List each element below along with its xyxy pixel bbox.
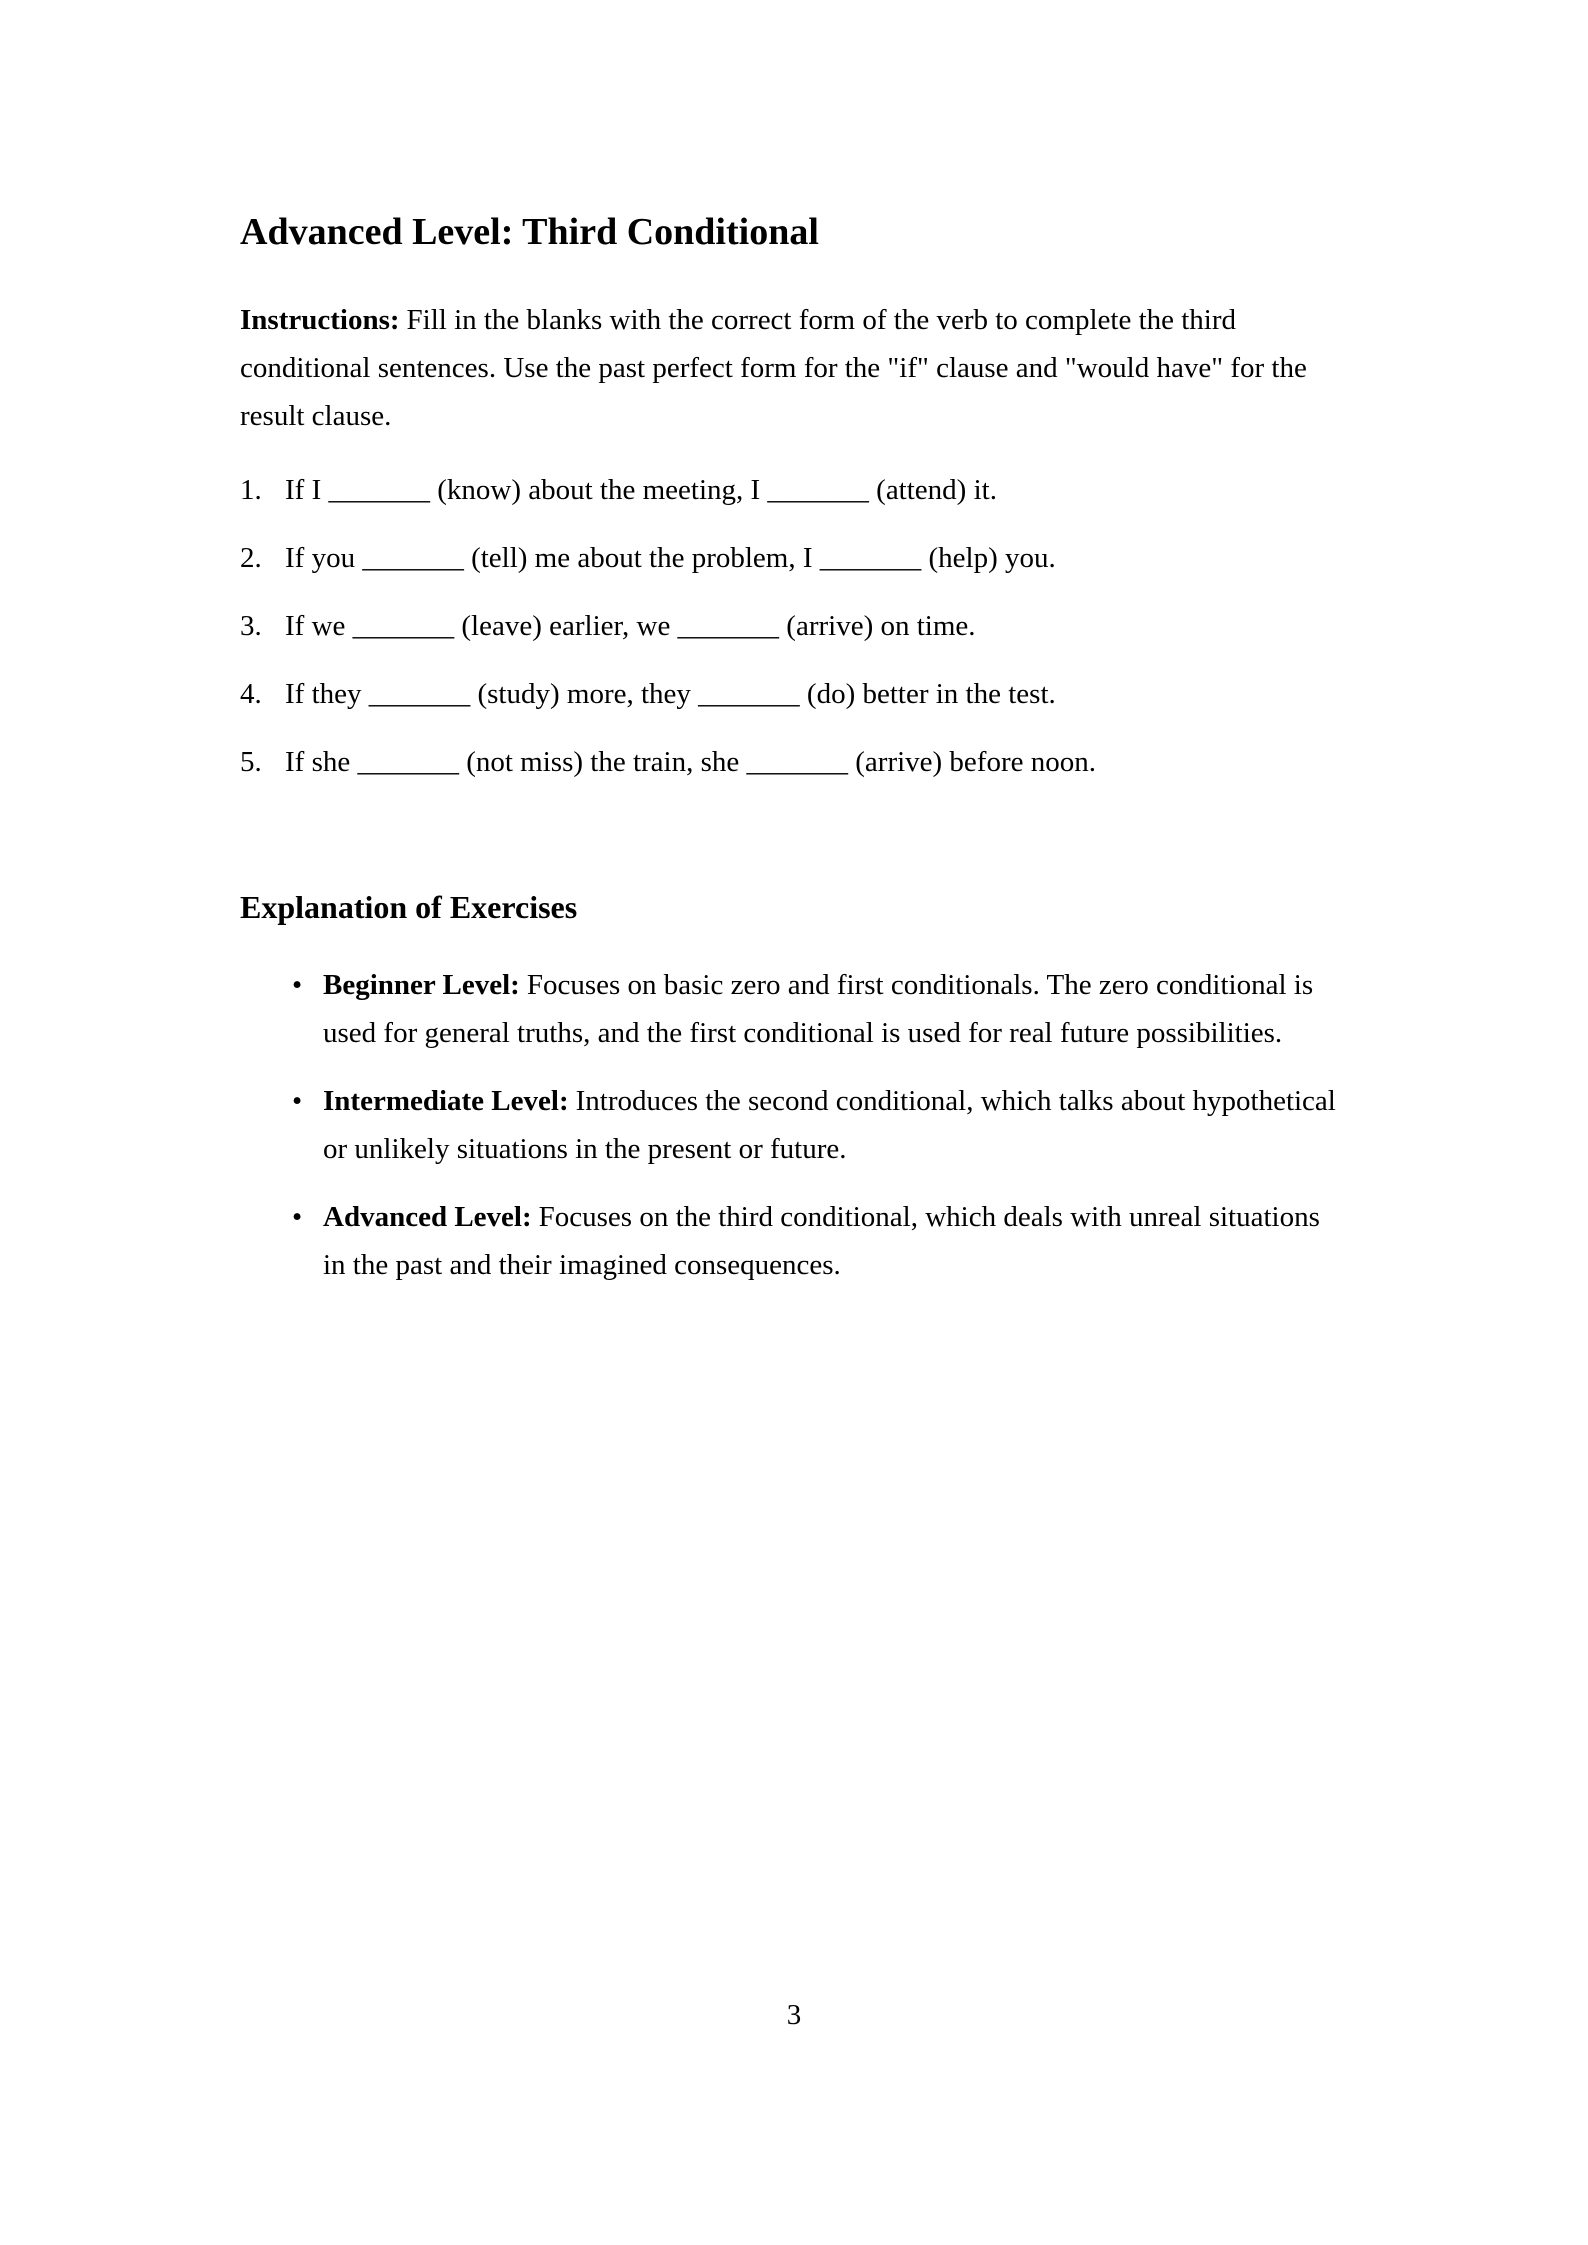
exercise-number: 3.	[240, 610, 262, 642]
bullet-icon: •	[292, 1085, 303, 1117]
exercise-sentence: If they _______ (study) more, they _______ (do) better in the test.	[285, 678, 1056, 710]
exercise-sentence: If I _______ (know) about the meeting, I _______ (attend) it.	[285, 474, 997, 506]
explanation-label: Advanced Level:	[323, 1201, 532, 1233]
explanation-text	[323, 961, 1340, 1057]
exercise-number: 1.	[240, 474, 262, 506]
page-title: Advanced Level: Third Conditional	[240, 211, 819, 253]
exercise-number: 2.	[240, 542, 262, 574]
explanation-body: Focuses on basic zero and first conditionals. The zero conditional is used for general truths, and the first conditional is used for real future possibilities.	[323, 969, 1314, 1049]
explanation-text	[323, 1077, 1340, 1173]
explanation-body: Focuses on the third conditional, which deals with unreal situations in the past and their imagined consequences.	[323, 1201, 1320, 1281]
instructions-text: Fill in the blanks with the correct form of the verb to complete the third conditional sentences. Use the past perfect form for the "if" clause and "would have" for the result clause.	[240, 304, 1307, 432]
bullet-icon: •	[292, 969, 303, 1001]
document-content	[240, 0, 1340, 1309]
exercise-item-3	[240, 602, 1340, 650]
exercise-list	[240, 466, 1340, 786]
explanation-label: Beginner Level:	[323, 969, 520, 1001]
exercise-number: 5.	[240, 746, 262, 778]
exercise-item-1	[240, 466, 1340, 514]
exercise-item-5	[240, 738, 1340, 786]
exercise-number: 4.	[240, 678, 262, 710]
exercise-sentence: If you _______ (tell) me about the problem, I _______ (help) you.	[285, 542, 1056, 574]
instructions-label: Instructions:	[240, 304, 400, 336]
exercise-sentence: If we _______ (leave) earlier, we _______ (arrive) on time.	[285, 610, 976, 642]
exercise-item-2	[240, 534, 1340, 582]
explanation-list	[240, 961, 1340, 1289]
explanation-heading: Explanation of Exercises	[240, 889, 578, 925]
explanation-body: Introduces the second conditional, which talks about hypothetical or unlikely situations in the present or future.	[323, 1085, 1336, 1165]
explanation-item-intermediate	[240, 1077, 1340, 1173]
exercise-item-4	[240, 670, 1340, 718]
explanation-item-advanced	[240, 1193, 1340, 1289]
explanation-label: Intermediate Level:	[323, 1085, 569, 1117]
bullet-icon: •	[292, 1201, 303, 1233]
explanation-item-beginner	[240, 961, 1340, 1057]
page-number: 3	[786, 1999, 802, 2031]
instructions-paragraph	[240, 296, 1340, 440]
explanation-text	[323, 1193, 1340, 1289]
exercise-sentence: If she _______ (not miss) the train, she _______ (arrive) before noon.	[285, 746, 1096, 778]
